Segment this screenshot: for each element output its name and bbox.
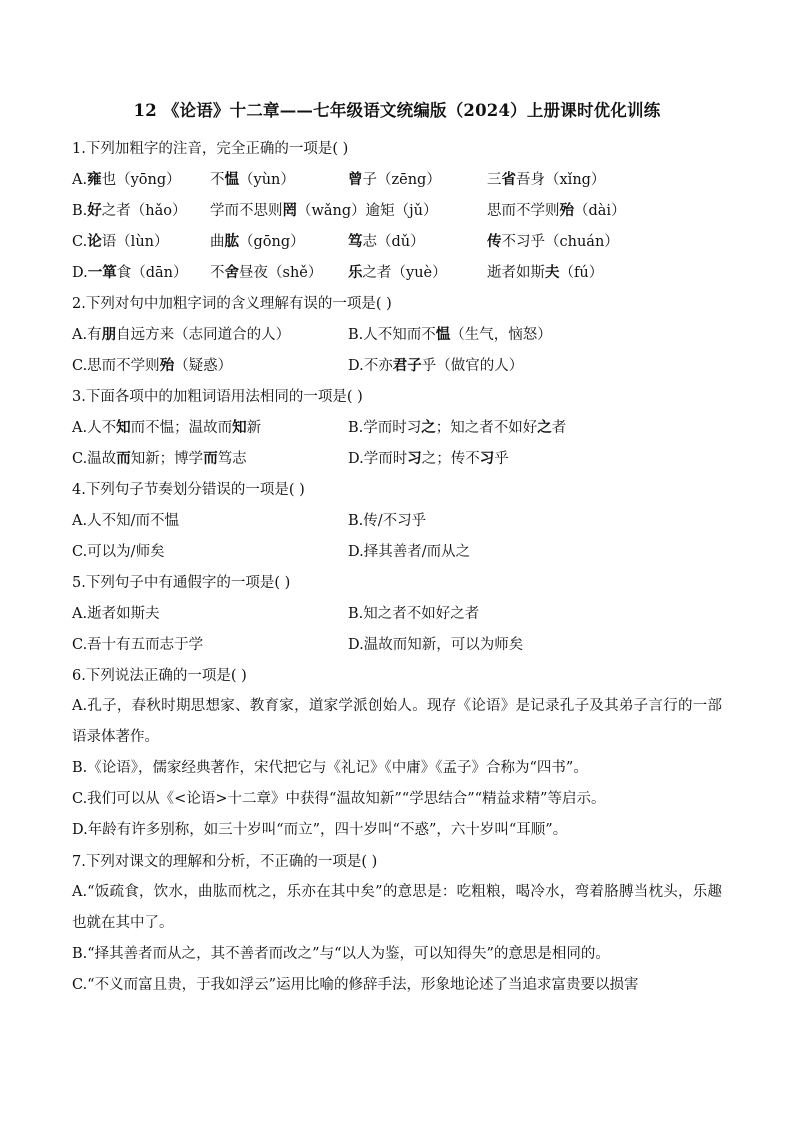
q7-option-a: A.“饭疏食，饮水，曲肱而枕之，乐亦在其中矣”的意思是：吃粗粮，喝冷水，弯着胳膊当枕头，乐趣也就在其中了。 (72, 884, 722, 931)
q4-option-b: B.传/不习乎 (348, 513, 427, 529)
q6-option-d: D.年龄有许多别称，如三十岁叫“而立”，四十岁叫“不惑”，六十岁叫“耳顺”。 (72, 822, 568, 838)
q4-stem: 4.下列句子节奏划分错误的一项是( ) (72, 482, 305, 498)
q3-option-c: C.温故而知新；博学而笃志 (72, 450, 247, 467)
q1-option-a-2: 不愠（yùn） (210, 171, 295, 188)
q1-option-a-3: 曾子（zēng） (348, 171, 441, 188)
q7-option-c: C.“不义而富且贵，于我如浮云”运用比喻的修辞手法，形象地论述了当追求富贵要以损害 (72, 977, 639, 993)
q6-option-a: A.孔子，春秋时期思想家、教育家，道家学派创始人。现存《论语》是记录孔子及其弟子言行的一部语录体著作。 (72, 698, 722, 745)
q1-option-c-1: C.论语（lùn） (72, 233, 169, 250)
q2-option-a: A.有朋自远方来（志同道合的人） (72, 326, 291, 343)
q4-option-d: D.择其善者/而从之 (348, 544, 471, 560)
q6-stem: 6.下列说法正确的一项是( ) (72, 668, 247, 684)
q1-option-b-1: B.好之者（hǎo） (72, 202, 187, 219)
q1-option-b-2: 学而不思则罔（wǎng）逾矩（jǔ） (210, 202, 438, 219)
q4-option-a: A.人不知/而不愠 (72, 513, 179, 529)
q1-option-a-1: A.雍也（yōng） (72, 171, 181, 188)
q6-option-c: C.我们可以从《<论语>十二章》中获得“温故知新”“学思结合”“精益求精”等启示。 (72, 791, 606, 807)
page-title: 12 《论语》十二章——七年级语文统编版（2024）上册课时优化训练 (133, 101, 661, 120)
q5-option-a: A.逝者如斯夫 (72, 606, 160, 622)
q1-option-c-3: 笃志（dǔ） (348, 233, 425, 250)
q3-option-a: A.人不知而不愠；温故而知新 (72, 419, 262, 436)
q1-option-d-4: 逝者如斯夫（fú） (487, 264, 604, 281)
q1-option-d-2: 不舍昼夜（shě） (210, 264, 323, 281)
q1-option-d-1: D.一箪食（dān） (72, 264, 188, 281)
q1-option-a-4: 三省吾身（xǐng） (487, 171, 606, 188)
q5-stem: 5.下列句子中有通假字的一项是( ) (72, 575, 291, 591)
q1-option-c-2: 曲肱（gōng） (210, 233, 305, 250)
q1-option-d-3: 乐之者（yuè） (348, 264, 447, 281)
q7-stem: 7.下列对课文的理解和分析，不正确的一项是( ) (72, 854, 378, 870)
q2-option-d: D.不亦君子乎（做官的人） (348, 357, 524, 374)
q7-option-b: B.“择其善者而从之，其不善者而改之”与“以人为鉴，可以知得失”的意思是相同的。 (72, 946, 610, 962)
q6-option-b: B.《论语》，儒家经典著作，宋代把它与《礼记》《中庸》《孟子》合称为“四书”。 (72, 760, 588, 776)
q2-stem: 2.下列对句中加粗字词的含义理解有误的一项是( ) (72, 296, 392, 312)
q3-option-d: D.学而时习之；传不习乎 (348, 450, 509, 467)
q4-option-c: C.可以为/师矣 (72, 544, 165, 560)
q2-option-b: B.人不知而不愠（生气，恼怒） (348, 326, 552, 343)
q5-option-c: C.吾十有五而志于学 (72, 637, 204, 653)
q2-option-c: C.思而不学则殆（疑惑） (72, 357, 233, 374)
q1-stem: 1.下列加粗字的注音，完全正确的一项是( ) (72, 141, 349, 157)
q1-option-c-4: 传不习乎（chuán） (487, 233, 619, 250)
q3-option-b: B.学而时习之；知之者不如好之者 (348, 419, 567, 436)
q1-option-b-4: 思而不学则殆（dài） (487, 202, 626, 219)
q5-option-d: D.温故而知新，可以为师矣 (348, 637, 524, 653)
q3-stem: 3.下面各项中的加粗词语用法相同的一项是( ) (72, 389, 363, 405)
q5-option-b: B.知之者不如好之者 (348, 606, 480, 622)
